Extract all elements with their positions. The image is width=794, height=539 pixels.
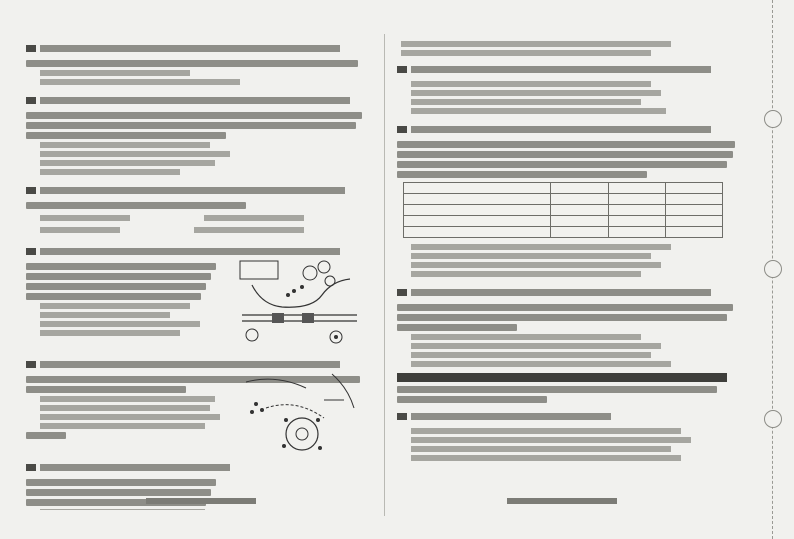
question-number <box>26 187 36 194</box>
table-cell <box>551 205 608 216</box>
binding-ring <box>764 110 782 128</box>
table-cell <box>665 194 722 205</box>
table-cell <box>551 227 608 238</box>
table-row <box>404 194 723 205</box>
question-number <box>397 289 407 296</box>
question-10 <box>26 241 372 349</box>
binding-ring <box>764 410 782 428</box>
binding-ring <box>764 260 782 278</box>
question-11 <box>26 354 372 452</box>
hormone-feedback-diagram <box>236 368 368 452</box>
section-heading <box>397 373 727 382</box>
question-number <box>26 464 36 471</box>
seedling-yield-table <box>403 182 723 238</box>
table-cell <box>608 227 665 238</box>
right-page <box>397 38 743 510</box>
table-cell <box>404 216 551 227</box>
table-cell <box>404 227 551 238</box>
page-footer <box>507 498 617 504</box>
synapse-diagram <box>232 255 367 347</box>
question-8 <box>26 90 372 175</box>
question-16 <box>397 406 743 461</box>
table-header-cell <box>608 183 665 194</box>
table-row <box>404 227 723 238</box>
question-14 <box>397 119 743 277</box>
page-footer <box>146 498 256 504</box>
question-number <box>26 361 36 368</box>
table-cell <box>665 227 722 238</box>
table-cell <box>404 194 551 205</box>
table-cell <box>665 205 722 216</box>
question-number <box>26 248 36 255</box>
table-cell <box>404 205 551 216</box>
question-number <box>397 126 407 133</box>
question-7 <box>26 38 372 85</box>
table-cell <box>551 194 608 205</box>
table-header-row <box>404 183 723 194</box>
table-header-cell <box>665 183 722 194</box>
table-cell <box>608 194 665 205</box>
table-cell <box>608 216 665 227</box>
question-9 <box>26 180 372 236</box>
table-row <box>404 216 723 227</box>
question-number <box>26 97 36 104</box>
question-number <box>26 45 36 52</box>
table-cell <box>551 216 608 227</box>
question-number <box>397 413 407 420</box>
left-page <box>26 38 372 510</box>
table-cell <box>665 216 722 227</box>
table-cell <box>608 205 665 216</box>
table-row <box>404 205 723 216</box>
page-divider <box>384 34 385 516</box>
question-13 <box>397 59 743 114</box>
table-header-cell <box>551 183 608 194</box>
question-15 <box>397 282 743 367</box>
table-header-cell <box>404 183 551 194</box>
question-number <box>397 66 407 73</box>
